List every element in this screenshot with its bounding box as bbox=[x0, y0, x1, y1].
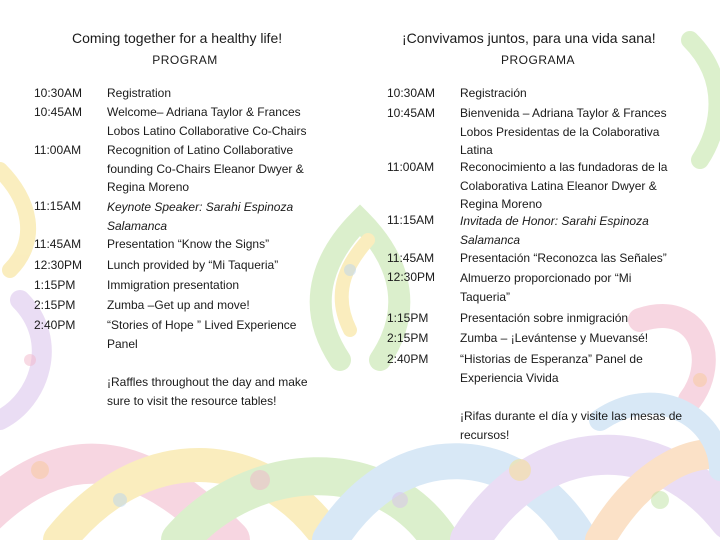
english-item: Presentation “Know the Signs” bbox=[107, 237, 270, 251]
english-time: 10:30AM bbox=[34, 86, 83, 100]
spanish-item: Invitada de Honor: Sarahi Espinoza Salamanca bbox=[460, 214, 649, 247]
spanish-time: 11:00AM bbox=[387, 160, 435, 174]
spanish-time: 10:45AM bbox=[387, 106, 436, 120]
english-item: Registration bbox=[107, 86, 172, 100]
spanish-item: Reconocimiento a las fundadoras de la Colaborativa Latina Eleanor Dwyer & Regina Moreno bbox=[460, 160, 668, 212]
spanish-time: 12:30PM bbox=[387, 270, 436, 284]
spanish-title: ¡Convivamos juntos, para una vida sana! bbox=[402, 30, 656, 46]
english-item: Immigration presentation bbox=[107, 278, 240, 292]
spanish-item: “Historias de Esperanza” Panel de Experiencia Vivida bbox=[460, 352, 643, 385]
english-time: 11:45AM bbox=[34, 237, 82, 251]
english-item: Lunch provided by “Mi Taqueria” bbox=[107, 258, 279, 272]
english-time: 12:30PM bbox=[34, 258, 83, 272]
spanish-item: Presentación sobre inmigración bbox=[460, 311, 629, 325]
spanish-time: 1:15PM bbox=[387, 311, 429, 325]
english-note: ¡Raffles throughout the day and make sure to visit the resource tables! bbox=[107, 375, 308, 408]
spanish-item: Zumba – ¡Levántense y Muevansé! bbox=[460, 331, 649, 345]
spanish-time: 2:40PM bbox=[387, 352, 429, 366]
english-item: “Stories of Hope ” Lived Experience Panel bbox=[107, 318, 297, 351]
english-time: 1:15PM bbox=[34, 278, 76, 292]
spanish-subtitle: PROGRAMA bbox=[500, 53, 575, 67]
spanish-time: 11:15AM bbox=[387, 213, 435, 227]
english-title: Coming together for a healthy life! bbox=[72, 30, 283, 46]
spanish-note: ¡Rifas durante el día y visite las mesas de recursos! bbox=[460, 409, 683, 442]
spanish-time: 10:30AM bbox=[387, 86, 436, 100]
english-time: 10:45AM bbox=[34, 105, 83, 119]
spanish-time: 2:15PM bbox=[387, 331, 429, 345]
spanish-item: Presentación “Reconozca las Señales” bbox=[460, 251, 667, 265]
english-time: 11:15AM bbox=[34, 199, 82, 213]
english-item: Zumba –Get up and move! bbox=[107, 298, 250, 312]
spanish-item: Registración bbox=[460, 86, 527, 100]
english-item: Keynote Speaker: Sarahi Espinoza Salamanca bbox=[107, 200, 294, 233]
english-time: 11:00AM bbox=[34, 143, 82, 157]
spanish-item: Bienvenida – Adriana Taylor & Frances Lobos Presidentas de la Colaborativa Latina bbox=[460, 106, 667, 158]
english-item: Recognition of Latino Collaborative founding Co-Chairs Eleanor Dwyer & Regina Moreno bbox=[107, 143, 304, 195]
english-subtitle: PROGRAM bbox=[152, 53, 218, 67]
english-time: 2:15PM bbox=[34, 298, 76, 312]
spanish-time: 11:45AM bbox=[387, 251, 435, 265]
spanish-item: Almuerzo proporcionado por “Mi Taqueria” bbox=[460, 271, 632, 304]
english-time: 2:40PM bbox=[34, 318, 76, 332]
english-item: Welcome– Adriana Taylor & Frances Lobos Latino Collaborative Co-Chairs bbox=[107, 105, 307, 138]
